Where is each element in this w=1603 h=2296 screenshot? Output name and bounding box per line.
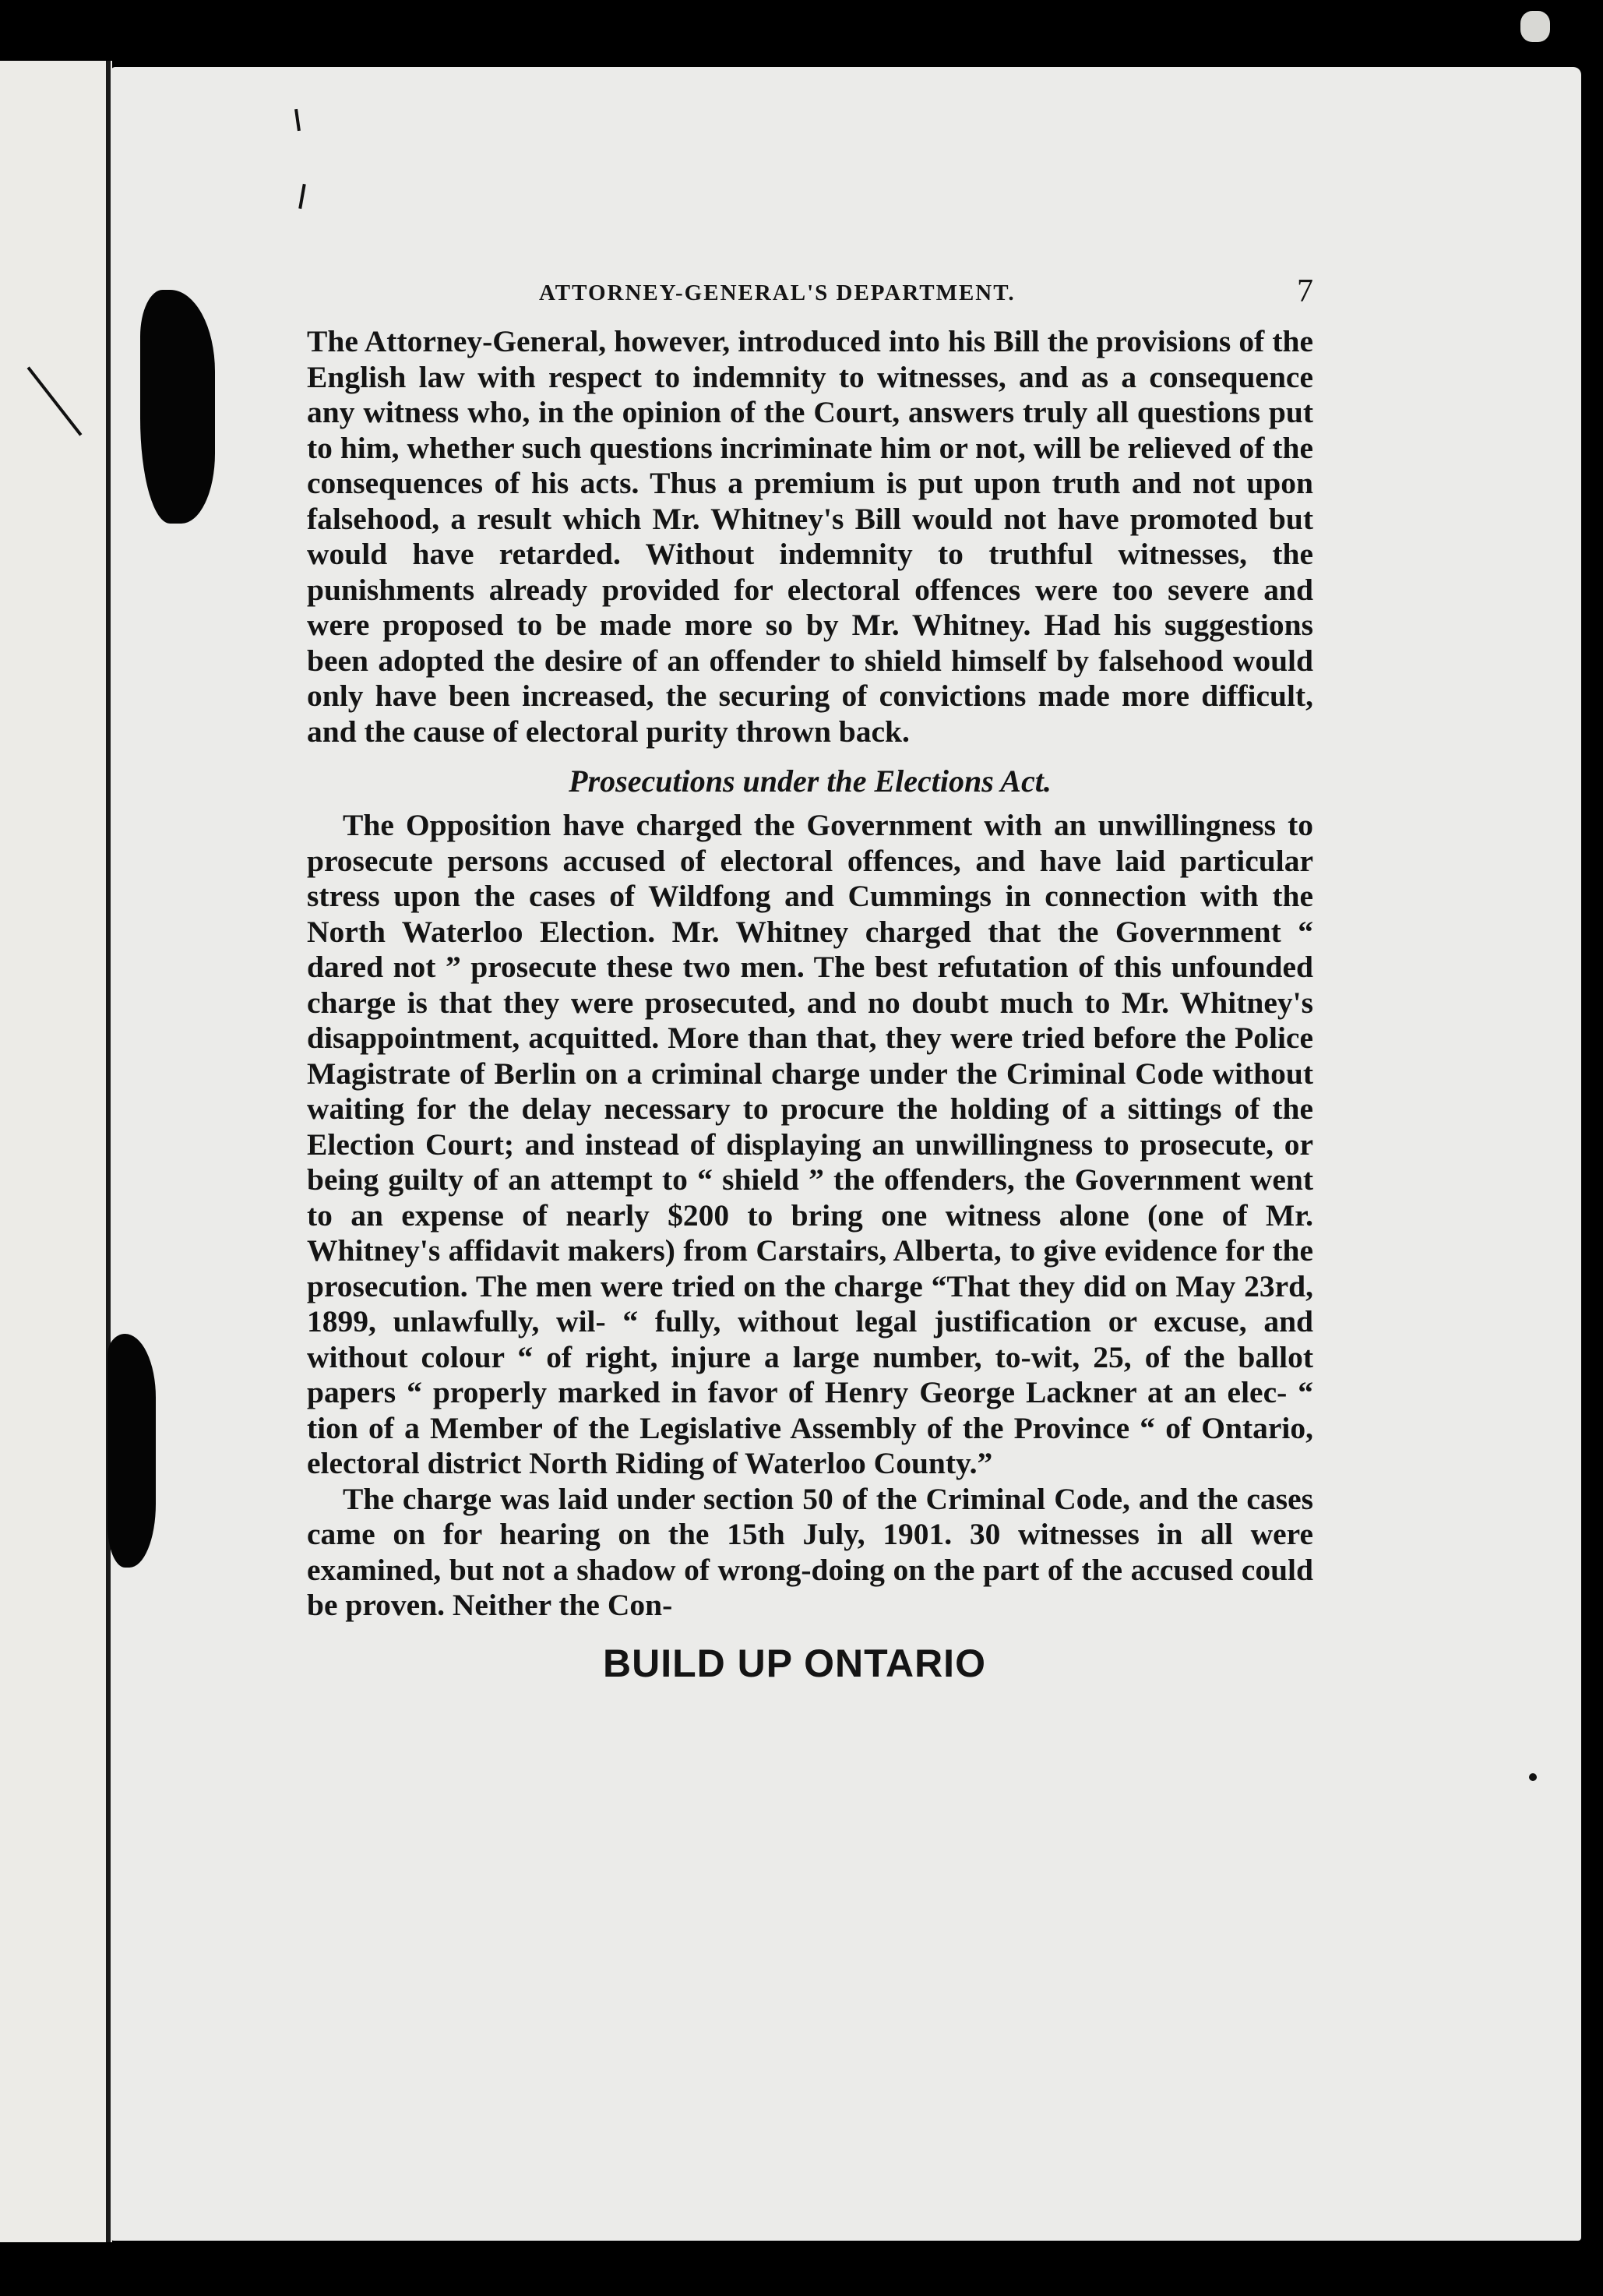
paragraph-prosecutions: The Opposition have charged the Government with an unwillingness to prosecute persons accused of electoral offences, and have laid particular stress upon the cases of Wildfong and Cummings in connection with the North Waterloo Election. Mr. Whitney charged that the Government “ dared not ” prosecute these two men. The best refutation of this unfounded charge is that they were prosecuted, and no doubt much to Mr. Whitney's disappointment, acquitted. More than that, they were tried before the Police Magistrate of Berlin on a criminal charge under the Criminal Code without waiting for the delay necessary to procure the holding of a sittings of the Election Court; and instead of displaying an unwillingness to prosecute, or being guilty of an attempt to “ shield ” the offenders, the Government went to an expense of nearly $200 to bring one witness alone (one of Mr. Whitney's affidavit makers) from Carstairs, Alberta, to give evidence for the prosecution. The men were tried on the charge “That they did on May 23rd, 1899, unlawfully, wil- “ fully, without legal justification or excuse, and without colour “ of right, injure a large number, to-wit, 25, of the ballot papers “ properly marked in favor of Henry George Lackner at an elec- “ tion of a Member of the Legislative Assembly of the Province “ of Ontario, electoral district North Riding of Waterloo County.” [307, 808, 1313, 1480]
running-head [307, 274, 1313, 318]
previous-page-edge [0, 61, 112, 2242]
scan-speck [1520, 11, 1550, 42]
page-number: 7 [1297, 273, 1313, 309]
section-heading: Prosecutions under the Elections Act. [569, 764, 1052, 799]
paragraph-charge: The charge was laid under section 50 of the Criminal Code, and the cases came on for hearing on the 15th July, 1901. 30 witnesses in all were examined, but not a shadow of wrong-doing on the part of the accused could be proven. Neither the Con- [307, 1481, 1313, 1622]
page-content [307, 274, 1313, 1686]
paragraph-indemnity: The Attorney-General, however, introduced into his Bill the provisions of the English law with respect to indemnity to witnesses, and as a consequence any witness who, in the opinion of the Court, answers truly all questions put to him, whether such questions incriminate him or not, will be relieved of the consequences of his acts. Thus a premium is put upon truth and not upon falsehood, a result which Mr. Whitney's Bill would not have promoted but would have retarded. Without indemnity to truthful witnesses, the punishments already provided for electoral offences were too severe and were proposed to be made more so by Mr. Whitney. Had his suggestions been adopted the desire of an offender to shield himself by falsehood would only have been increased, the securing of convictions made more difficult, and the cause of electoral purity thrown back. [307, 324, 1313, 749]
scan-speck [1529, 1773, 1537, 1781]
binding-hole-mark [107, 1334, 156, 1568]
footer-banner: BUILD UP ONTARIO [603, 1641, 986, 1685]
binding-hole-mark [140, 290, 215, 524]
running-title: ATTORNEY-GENERAL'S DEPARTMENT. [539, 280, 1016, 305]
